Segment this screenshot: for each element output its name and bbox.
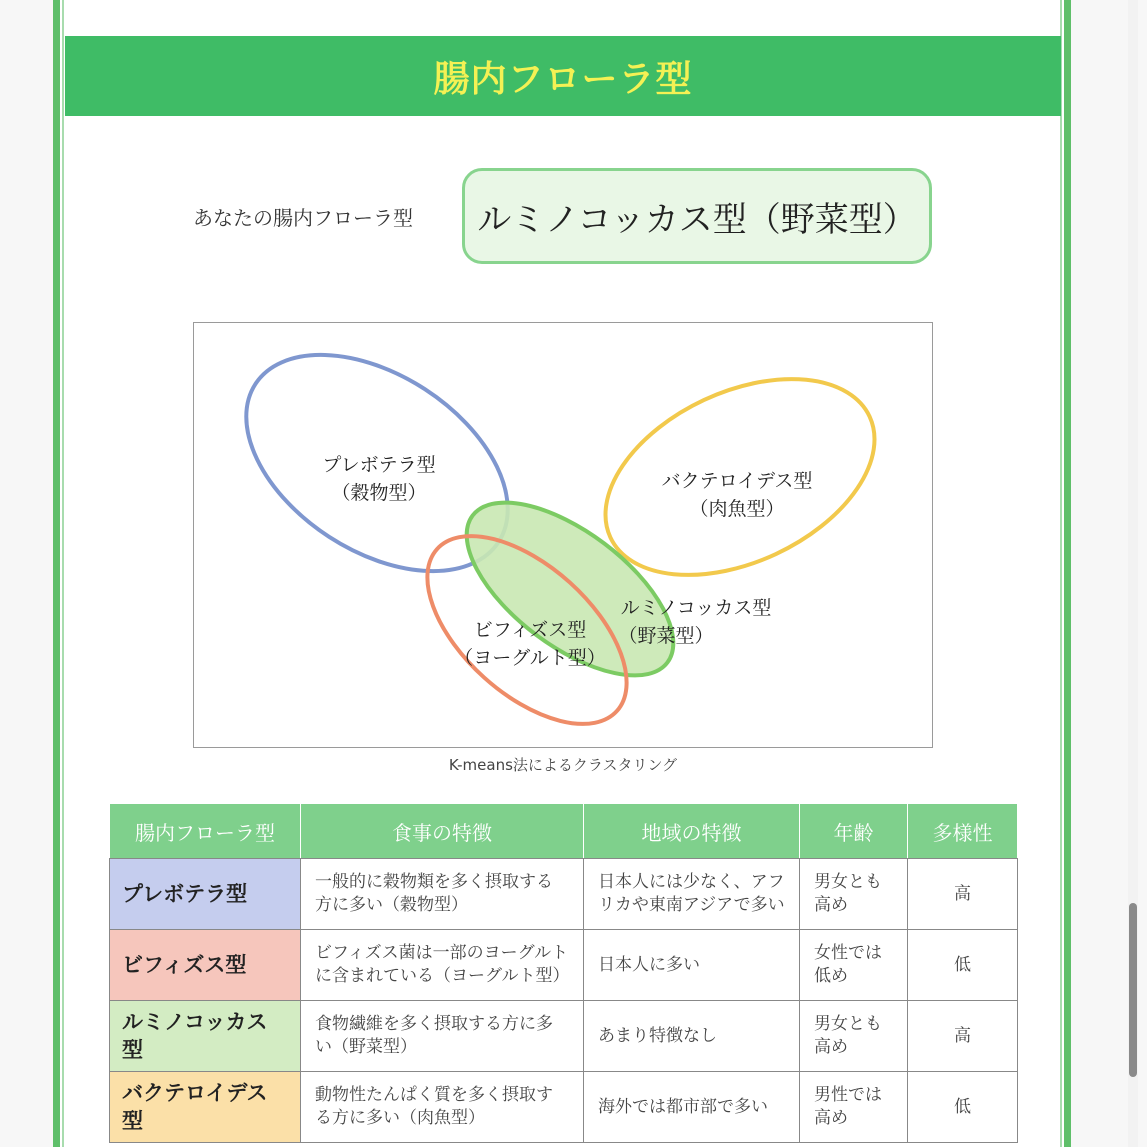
table-header-row (110, 804, 1018, 859)
frame-right-inner-line (1060, 0, 1062, 1147)
diagram-caption: K-means法によるクラスタリング (448, 756, 678, 774)
row-age: 男女とも高め (800, 859, 908, 930)
row-flora-name: ルミノコッカス型 (110, 1001, 301, 1072)
row-region: あまり特徴なし (584, 1001, 800, 1072)
cluster-sublabel-bifidus: （ヨーグルト型） (454, 647, 606, 669)
result-value: ルミノコッカス型（野菜型） (477, 199, 917, 240)
cluster-diagram (193, 322, 933, 748)
section-title-bar (65, 36, 1061, 116)
header-region: 地域の特徴 (584, 804, 800, 859)
cluster-diagram-svg (194, 323, 934, 749)
header-diet: 食事の特徴 (301, 804, 584, 859)
row-diversity: 低 (908, 930, 1018, 1001)
cluster-sublabel-ruminococcus: （野菜型） (618, 625, 714, 647)
cluster-sublabel-bacteroides: （肉魚型） (689, 498, 785, 520)
result-box (462, 168, 932, 264)
scrollbar-thumb[interactable] (1129, 903, 1137, 1077)
table-row (110, 930, 1018, 1001)
flora-comparison-table (109, 803, 1018, 1143)
row-flora-name: プレボテラ型 (110, 859, 301, 930)
cluster-label-bacteroides: バクテロイデス型 (661, 470, 813, 492)
row-region: 日本人には少なく、アフリカや東南アジアで多い (584, 859, 800, 930)
row-diet: 食物繊維を多く摂取する方に多い（野菜型） (301, 1001, 584, 1072)
row-diversity: 高 (908, 1001, 1018, 1072)
row-age: 男女とも高め (800, 1001, 908, 1072)
cluster-label-bifidus: ビフィズス型 (473, 619, 587, 641)
frame-left-inner-line (62, 0, 64, 1147)
row-diet: 一般的に穀物類を多く摂取する方に多い（穀物型） (301, 859, 584, 930)
cluster-sublabel-prevotella: （穀物型） (331, 482, 427, 504)
cluster-label-prevotella: プレボテラ型 (322, 454, 436, 476)
table-row (110, 859, 1018, 930)
row-flora-name: バクテロイデス型 (110, 1072, 301, 1143)
row-age: 男性では高め (800, 1072, 908, 1143)
row-region: 日本人に多い (584, 930, 800, 1001)
section-title: 腸内フローラ型 (433, 58, 693, 100)
row-region: 海外では都市部で多い (584, 1072, 800, 1143)
row-diet: ビフィズス菌は一部のヨーグルトに含まれている（ヨーグルト型） (301, 930, 584, 1001)
row-age: 女性では低め (800, 930, 908, 1001)
table-row (110, 1072, 1018, 1143)
row-diet: 動物性たんぱく質を多く摂取する方に多い（肉魚型） (301, 1072, 584, 1143)
cluster-label-ruminococcus: ルミノコッカス型 (620, 597, 772, 619)
row-flora-name: ビフィズス型 (110, 930, 301, 1001)
header-age: 年齢 (800, 804, 908, 859)
header-flora-type: 腸内フローラ型 (110, 804, 301, 859)
table-row (110, 1001, 1018, 1072)
result-label: あなたの腸内フローラ型 (193, 206, 413, 230)
row-diversity: 高 (908, 859, 1018, 930)
header-diversity: 多様性 (908, 804, 1018, 859)
row-diversity: 低 (908, 1072, 1018, 1143)
